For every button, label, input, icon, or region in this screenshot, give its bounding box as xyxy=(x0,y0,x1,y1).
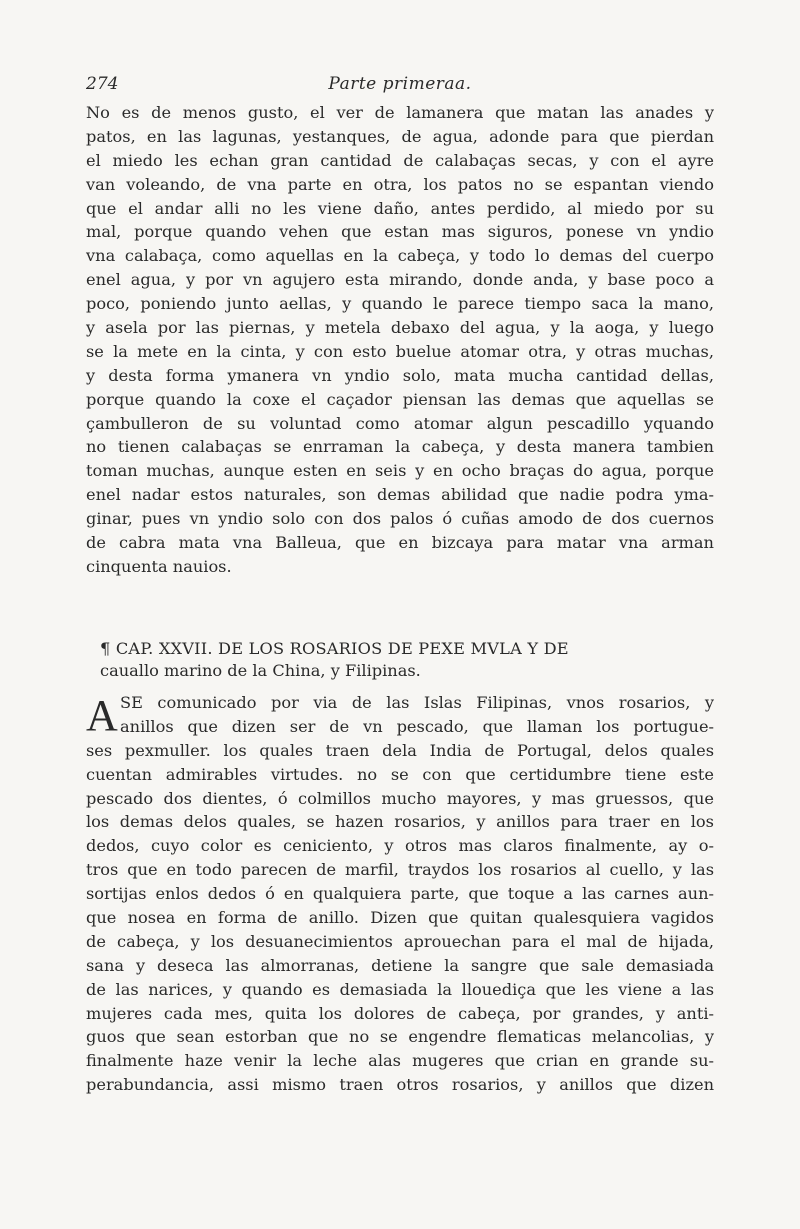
text-line: los demas delos quales, se hazen rosarios, y anillos para traer en los xyxy=(86,812,714,832)
text-line: cuentan admirables virtudes. no se con que certidumbre tiene este xyxy=(86,764,714,784)
text-line: de cabra mata vna Balleua, que en bizcaya para matar vna arman xyxy=(86,533,714,553)
text-line: se la mete en la cinta, y con esto buelue atomar otra, y otras muchas, xyxy=(86,341,714,361)
text-line: enel nadar estos naturales, son demas abilidad que nadie podra yma- xyxy=(86,485,714,505)
text-line: dedos, cuyo color es ceniciento, y otros mas claros finalmente, ay o- xyxy=(86,836,714,856)
paragraph-ducks xyxy=(86,101,714,579)
text-line: pescado dos dientes, ó colmillos mucho mayores, y mas gruessos, que xyxy=(86,788,714,808)
text-line: ses pexmuller. los quales traen dela India de Portugal, delos quales xyxy=(86,740,714,760)
text-line: çambulleron de su voluntad como atomar algun pescadillo yquando xyxy=(86,413,714,433)
text-line: patos, en las lagunas, yestanques, de agua, adonde para que pierdan xyxy=(86,126,714,146)
text-line: No es de menos gusto, el ver de lamanera que matan las anades y xyxy=(86,103,714,122)
page-number: 274 xyxy=(86,74,119,94)
running-head xyxy=(86,74,714,100)
text-line: van voleando, de vna parte en otra, los patos no se espantan viendo xyxy=(86,174,714,194)
text-line: perabundancia, assi mismo traen otros rosarios, y anillos que dizen xyxy=(86,1075,714,1095)
drop-cap: A xyxy=(86,691,118,740)
text-line: poco, poniendo junto aellas, y quando le parece tiempo saca la mano, xyxy=(86,294,714,314)
chapter-title-line-1: ¶ CAP. XXVII. DE LOS ROSARIOS DE PEXE MVLA Y DE xyxy=(100,639,569,658)
text-line: y desta forma ymanera vn yndio solo, mata mucha cantidad dellas, xyxy=(86,365,714,385)
text-line: SE comunicado por via de las Islas Filipinas, vnos rosarios, y xyxy=(120,693,714,712)
paragraph-rosaries xyxy=(86,691,714,1097)
running-title: Parte primeraa. xyxy=(328,74,472,94)
chapter-heading xyxy=(86,638,714,682)
text-line: no tienen calabaças se enrraman la cabeça, y desta manera tambien xyxy=(86,437,714,457)
text-line: y asela por las piernas, y metela debaxo del agua, y la aoga, y luego xyxy=(86,318,714,338)
text-line: guos que sean estorban que no se engendre flematicas melancolias, y xyxy=(86,1027,714,1047)
text-line: el miedo les echan gran cantidad de calabaças secas, y con el ayre xyxy=(86,150,714,170)
text-line: porque quando la coxe el caçador piensan las demas que aquellas se xyxy=(86,389,714,409)
text-line: vna calabaça, como aquellas en la cabeça, y todo lo demas del cuerpo xyxy=(86,246,714,266)
text-line: finalmente haze venir la leche alas mugeres que crian en grande su- xyxy=(86,1051,714,1071)
text-line: de cabeça, y los desuanecimientos aprouechan para el mal de hijada, xyxy=(86,931,714,951)
text-line: sortijas enlos dedos ó en qualquiera parte, que toque a las carnes aun- xyxy=(86,884,714,904)
text-line: tros que en todo parecen de marfil, traydos los rosarios al cuello, y las xyxy=(86,860,714,880)
text-line: que el andar alli no les viene daño, antes perdido, al miedo por su xyxy=(86,198,714,218)
chapter-title-line-2: cauallo marino de la China, y Filipinas. xyxy=(100,661,421,680)
text-line: mujeres cada mes, quita los dolores de cabeça, por grandes, y anti- xyxy=(86,1003,714,1023)
text-line: de las narices, y quando es demasiada la llouediça que les viene a las xyxy=(86,979,714,999)
text-line: toman muchas, aunque esten en seis y en ocho braças do agua, porque xyxy=(86,461,714,481)
text-line: sana y deseca las almorranas, detiene la sangre que sale demasiada xyxy=(86,955,714,975)
text-line: anillos que dizen ser de vn pescado, que llaman los portugue- xyxy=(120,716,714,736)
text-line: cinquenta nauios. xyxy=(86,556,232,576)
text-line: que nosea en forma de anillo. Dizen que quitan qualesquiera vagidos xyxy=(86,908,714,928)
text-line: enel agua, y por vn agujero esta mirando, donde anda, y base poco a xyxy=(86,270,714,290)
text-line: ginar, pues vn yndio solo con dos palos ó cuñas amodo de dos cuernos xyxy=(86,509,714,529)
text-line: mal, porque quando vehen que estan mas siguros, ponese vn yndio xyxy=(86,222,714,242)
